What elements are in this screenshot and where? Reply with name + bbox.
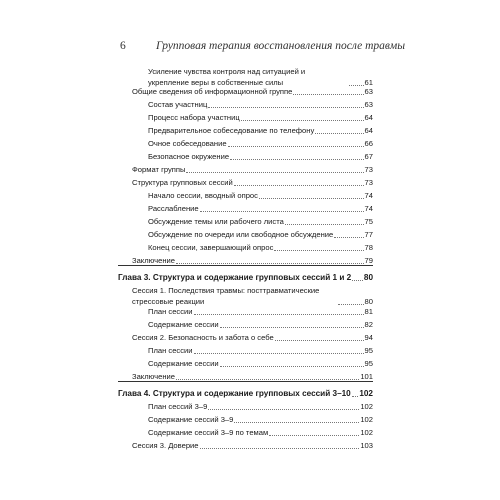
toc-entry[interactable] (148, 319, 373, 330)
toc-entry[interactable] (132, 177, 373, 188)
toc-entry-title: Общие сведения об информационной группе (132, 87, 293, 96)
toc-entry-title: План сессии (148, 307, 193, 316)
toc-entry[interactable] (148, 345, 373, 356)
toc-entry[interactable] (148, 203, 373, 214)
toc-leader-dots (200, 447, 360, 449)
toc-entry-title: Заключение (132, 372, 176, 381)
toc-entry-title: Начало сессии, вводный опрос (148, 191, 258, 200)
toc-entry[interactable] (132, 440, 373, 451)
toc-entry-title: Глава 4. Структура и содержание групповых сессий 3–10 (118, 389, 351, 398)
toc-leader-dots (194, 352, 364, 354)
toc-chapter-entry[interactable] (118, 272, 373, 283)
toc-leader-dots (234, 421, 359, 423)
toc-entry-title: Расслабление (148, 204, 199, 213)
toc-entry-page: 77 (364, 230, 373, 239)
toc-leader-dots (338, 303, 364, 305)
section-divider (118, 381, 373, 382)
toc-entry[interactable] (148, 125, 373, 136)
toc-leader-dots (269, 434, 359, 436)
toc-entry[interactable] (148, 138, 373, 149)
toc-entry-page: 64 (364, 126, 373, 135)
toc-entry-title: Безопасное окружение (148, 152, 230, 161)
toc-entry-title: Содержание сессий 3–9 (148, 415, 234, 424)
toc-entry-title: Предварительное собеседование по телефону (148, 126, 315, 135)
toc-entry-page: 73 (364, 165, 373, 174)
toc-entry-title: Глава 3. Структура и содержание групповых сессий 1 и 2 (118, 273, 352, 282)
toc-entry-title: Сессия 2. Безопасность и забота о себе (132, 333, 274, 342)
toc-entry-page: 74 (364, 204, 373, 213)
toc-entry[interactable] (148, 414, 373, 425)
toc-leader-dots (285, 223, 364, 225)
toc-leader-dots (234, 184, 364, 186)
toc-leader-dots (186, 171, 363, 173)
toc-leader-dots (220, 326, 364, 328)
toc-leader-dots (293, 93, 363, 95)
toc-entry-title: Сессия 1. Последствия травмы: посттравматические стрессовые реакции (132, 286, 320, 306)
toc-chapter-entry[interactable] (118, 388, 373, 399)
toc-entry-page: 82 (364, 320, 373, 329)
toc-leader-dots (259, 197, 364, 199)
toc-entry-title: Содержание сессий 3–9 по темам (148, 428, 269, 437)
toc-entry[interactable] (132, 332, 373, 343)
toc-entry-page: 73 (364, 178, 373, 187)
toc-entry[interactable] (148, 306, 373, 317)
toc-leader-dots (334, 236, 363, 238)
toc-entry-title: Состав участниц (148, 100, 208, 109)
toc-entry-page: 61 (364, 78, 373, 87)
toc-entry-title: Сессия 3. Доверие (132, 441, 199, 450)
toc-entry-page: 94 (364, 333, 373, 342)
toc-entry[interactable] (148, 242, 373, 253)
toc-entry-page: 81 (364, 307, 373, 316)
toc-entry-page: 75 (364, 217, 373, 226)
toc-leader-dots (352, 395, 359, 397)
toc-leader-dots (200, 210, 364, 212)
toc-entry[interactable] (148, 358, 373, 369)
toc-leader-dots (176, 378, 359, 380)
toc-entry-title: Заключение (132, 256, 176, 265)
toc-entry-page: 74 (364, 191, 373, 200)
toc-entry-title: Формат группы (132, 165, 186, 174)
toc-entry-title: Усиление чувства контроля над ситуацией и укрепление веры в собственные силы (148, 67, 306, 87)
toc-entry[interactable] (148, 229, 373, 240)
toc-leader-dots (315, 132, 363, 134)
toc-entry-title: План сессий 3–9 (148, 402, 208, 411)
toc-leader-dots (220, 365, 364, 367)
toc-entry[interactable] (132, 285, 373, 307)
toc-entry-title: План сессии (148, 346, 193, 355)
toc-entry-title: Содержание сессии (148, 359, 219, 368)
toc-entry-page: 80 (363, 273, 373, 282)
toc-entry[interactable] (148, 216, 373, 227)
toc-leader-dots (230, 158, 363, 160)
toc-leader-dots (208, 106, 363, 108)
toc-entry-page: 66 (364, 139, 373, 148)
section-divider (118, 265, 373, 266)
toc-leader-dots (176, 262, 364, 264)
toc-leader-dots (274, 249, 363, 251)
toc-leader-dots (228, 145, 364, 147)
running-title: Групповая терапия восстановления после травмы (156, 40, 406, 52)
toc-leader-dots (241, 119, 364, 121)
toc-entry-page: 63 (364, 100, 373, 109)
toc-entry-page: 103 (360, 441, 373, 450)
toc-leader-dots (194, 313, 364, 315)
toc-entry-page: 102 (359, 389, 373, 398)
toc-entry-title: Процесс набора участниц (148, 113, 240, 122)
toc-entry-page: 102 (360, 402, 373, 411)
toc-entry[interactable] (132, 164, 373, 175)
toc-entry-title: Конец сессии, завершающий опрос (148, 243, 274, 252)
toc-entry[interactable] (148, 151, 373, 162)
toc-leader-dots (352, 279, 363, 281)
toc-entry[interactable] (148, 99, 373, 110)
toc-entry-page: 64 (364, 113, 373, 122)
toc-entry[interactable] (132, 86, 373, 97)
toc-entry-page: 79 (364, 256, 373, 265)
toc-entry[interactable] (148, 401, 373, 412)
toc-entry-page: 102 (360, 415, 373, 424)
toc-entry-title: Обсуждение темы или рабочего листа (148, 217, 284, 226)
toc-entry[interactable] (148, 112, 373, 123)
toc-entry-title: Очное собеседование (148, 139, 227, 148)
toc-leader-dots (208, 408, 359, 410)
toc-leader-dots (275, 339, 364, 341)
toc-entry-title: Содержание сессии (148, 320, 219, 329)
toc-entry[interactable] (148, 190, 373, 201)
toc-entry[interactable] (148, 427, 373, 438)
toc-entry-page: 95 (364, 359, 373, 368)
toc-entry-page: 102 (360, 428, 373, 437)
toc-entry-page: 95 (364, 346, 373, 355)
toc-entry-page: 63 (364, 87, 373, 96)
toc-entry-page: 80 (364, 297, 373, 306)
toc-entry[interactable] (148, 66, 373, 88)
page-number: 6 (120, 40, 126, 52)
toc-entry-page: 67 (364, 152, 373, 161)
toc-entry-page: 78 (364, 243, 373, 252)
toc-entry-title: Структура групповых сессий (132, 178, 233, 187)
toc-entry-title: Обсуждение по очереди или свободное обсуждение (148, 230, 334, 239)
toc-entry-page: 101 (360, 372, 373, 381)
